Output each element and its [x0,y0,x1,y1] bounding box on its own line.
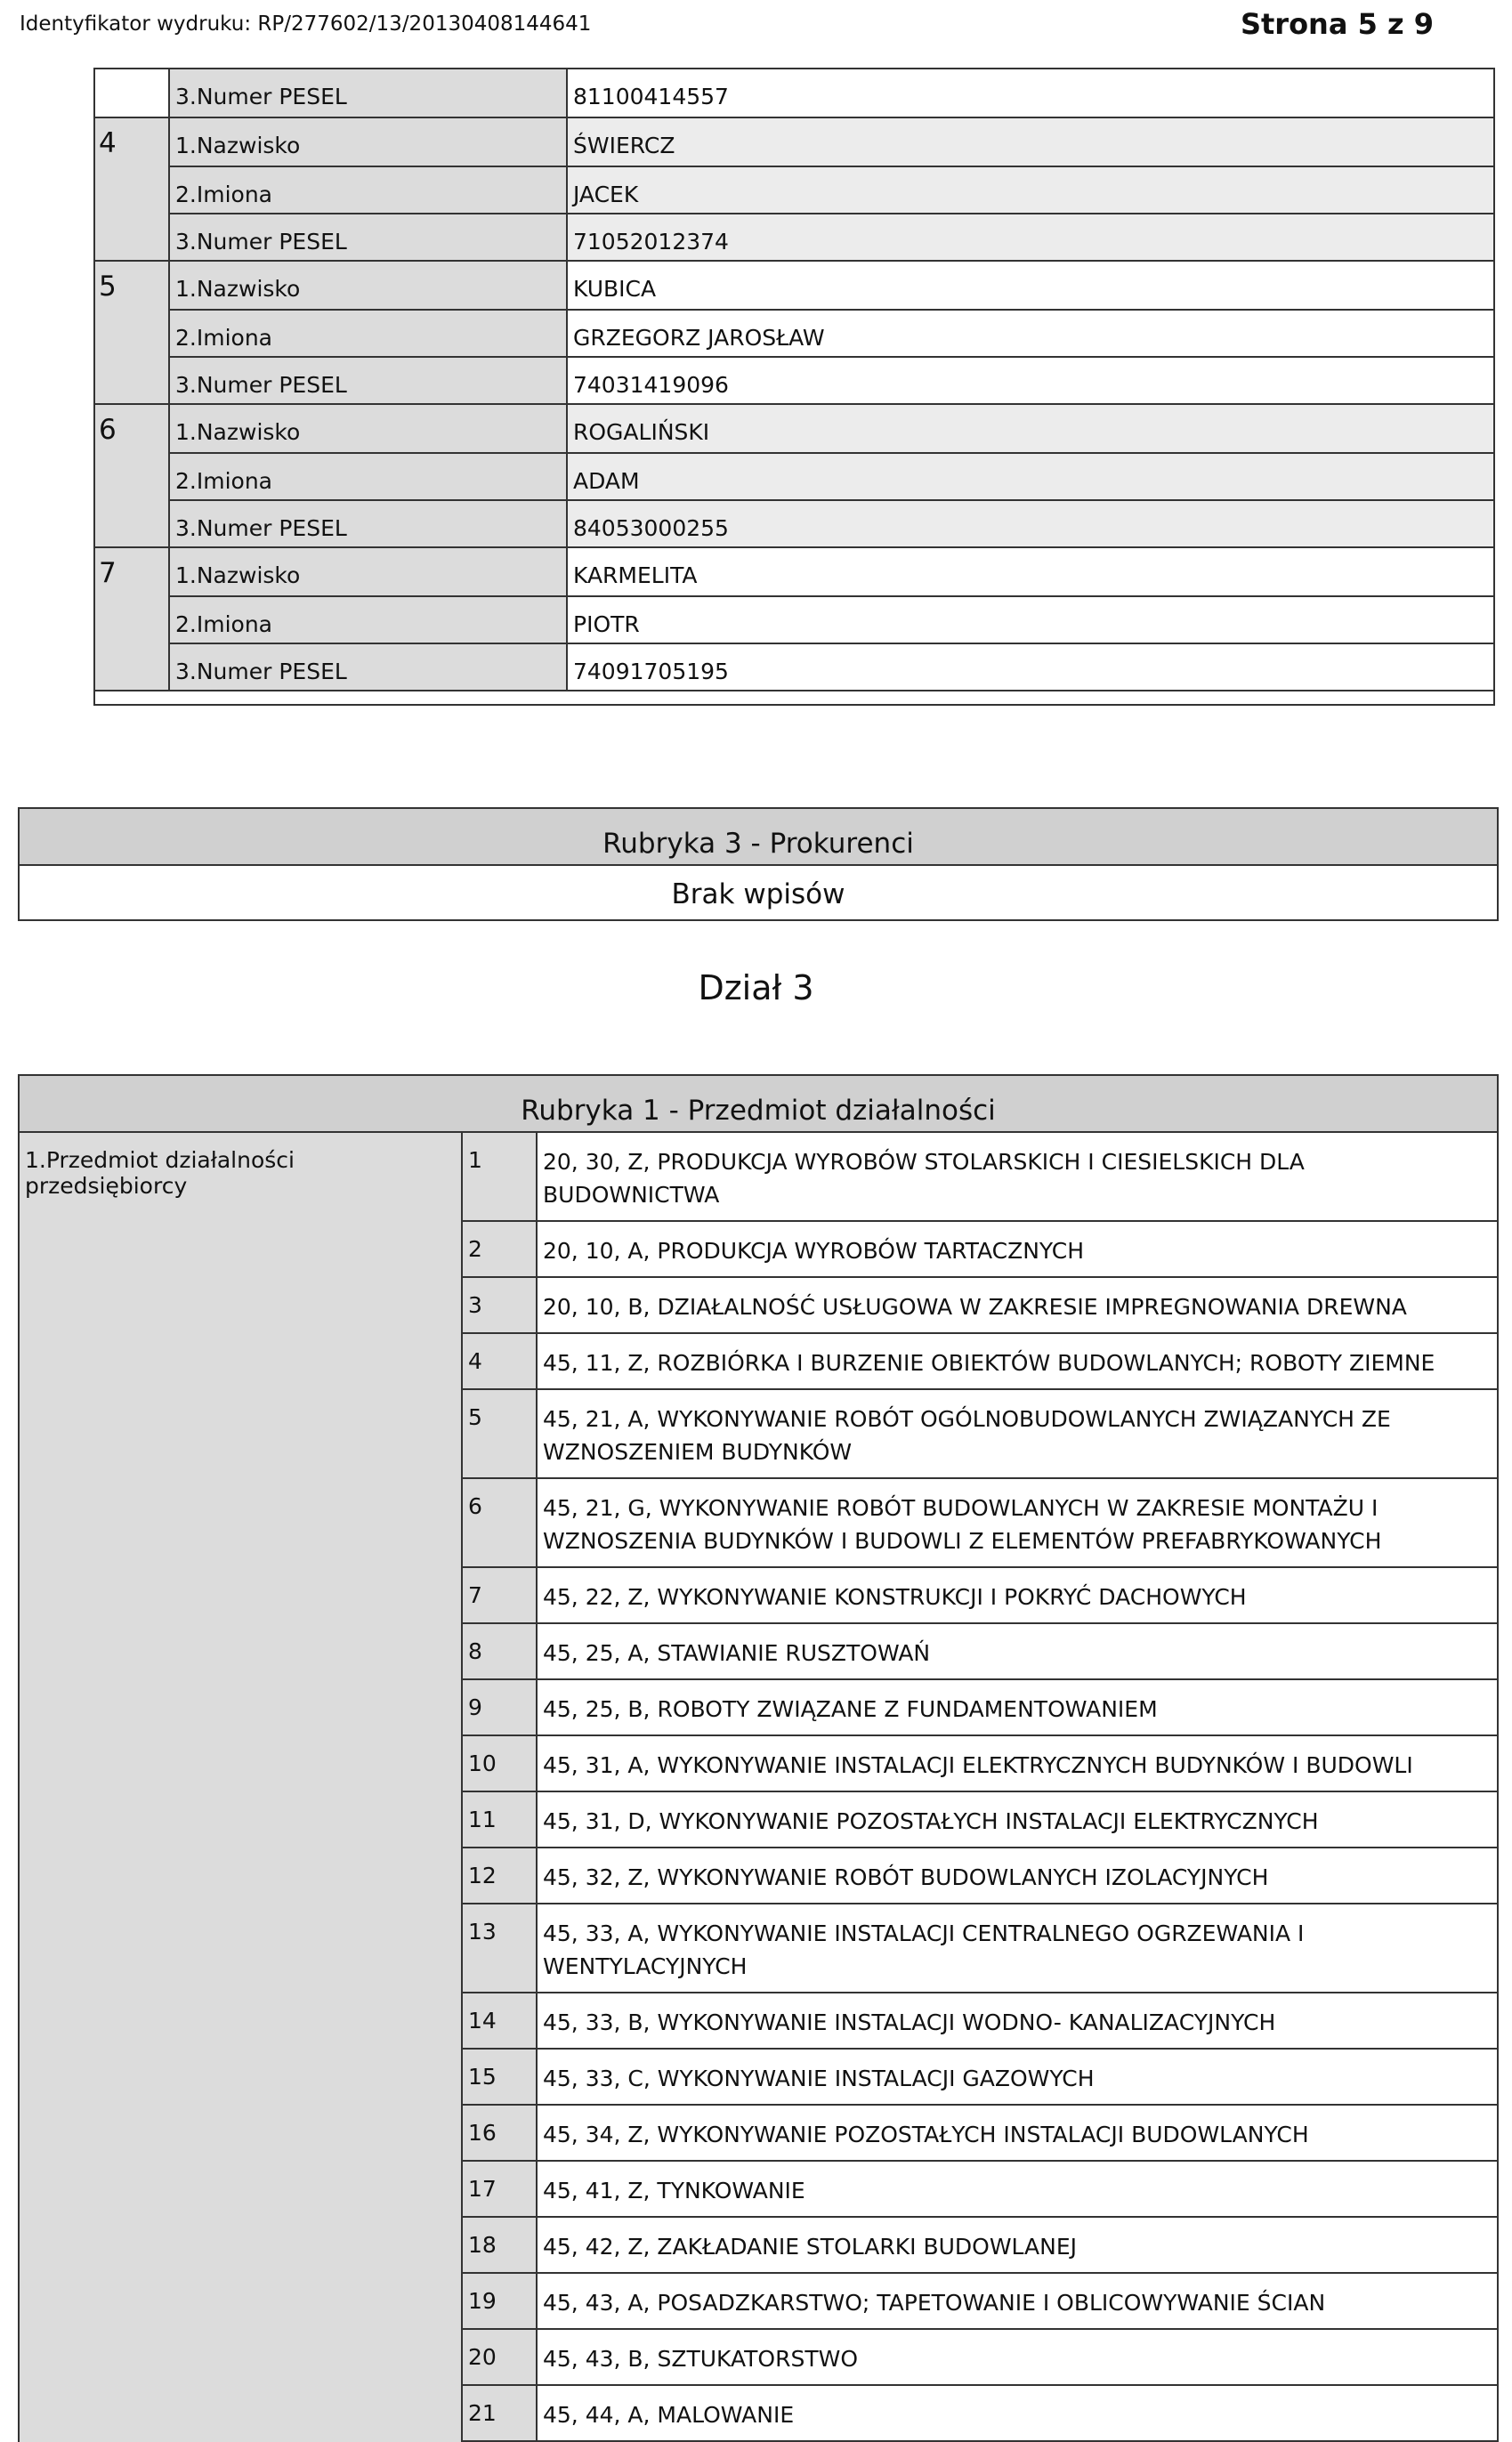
activity-text: 45, 21, A, WYKONYWANIE ROBÓT OGÓLNOBUDOWLANYCH ZWIĄZANYCH ZE WZNOSZENIEM BUDYNKÓW [543,1406,1391,1465]
activity-number: 17 [463,2162,538,2216]
table-row [168,166,1493,213]
row-value: PIOTR [573,611,640,637]
activity-row [463,1133,1497,1222]
row-value: ADAM [568,454,1493,499]
row-value: KARMELITA [573,562,698,588]
activity-number: 5 [463,1390,538,1477]
row-label: 3.Numer PESEL [170,358,568,403]
row-label: 3.Numer PESEL [170,214,568,260]
activity-number: 14 [463,1993,538,2048]
group-number: 4 [95,118,168,260]
row-value: KUBICA [573,276,657,302]
row-label: 1.Nazwisko [170,548,568,595]
activity-row [463,1680,1497,1736]
activity-row [463,2218,1497,2274]
section-header: Rubryka 3 - Prokurenci [20,809,1497,866]
person-group [93,403,1495,546]
table-row [168,499,1493,546]
row-label: 1.Nazwisko [170,118,568,166]
activity-number: 6 [463,1479,538,1566]
activity-number: 3 [463,1278,538,1332]
table-row [168,309,1493,356]
persons-table [93,68,1495,706]
activity-row [463,2386,1497,2442]
activity-text: 45, 43, B, SZTUKATORSTWO [543,2346,858,2372]
table-row [168,452,1493,499]
activity-number: 21 [463,2386,538,2440]
activity-row [463,1624,1497,1680]
activity-number: 12 [463,1848,538,1903]
row-label: 3.Numer PESEL [170,501,568,546]
rubryka-1-box [18,1074,1499,2442]
activity-text: 20, 10, B, DZIAŁALNOŚĆ USŁUGOWA W ZAKRESIE IMPREGNOWANIA DREWNA [543,1294,1407,1320]
activity-list [463,1133,1497,2442]
row-label: 1.Nazwisko [170,405,568,452]
row-value: 71052012374 [568,214,1493,260]
activity-text: 45, 33, C, WYKONYWANIE INSTALACJI GAZOWYCH [543,2066,1095,2091]
activity-number: 4 [463,1334,538,1388]
table-row [168,548,1493,595]
table-row [168,118,1493,166]
activity-text: 45, 32, Z, WYKONYWANIE ROBÓT BUDOWLANYCH IZOLACYJNYCH [543,1864,1269,1890]
row-value: GRZEGORZ JAROSŁAW [573,325,825,351]
activity-number: 15 [463,2050,538,2104]
activity-text: 45, 11, Z, ROZBIÓRKA I BURZENIE OBIEKTÓW BUDOWLANYCH; ROBOTY ZIEMNE [543,1350,1435,1376]
person-group [93,117,1495,260]
activity-number: 10 [463,1736,538,1791]
field-label: 1.Przedmiot działalności przedsiębiorcy [20,1133,463,2442]
table-row [168,356,1493,403]
activity-text: 20, 30, Z, PRODUKCJA WYROBÓW STOLARSKICH I CIESIELSKICH DLA BUDOWNICTWA [543,1149,1305,1208]
print-identifier: Identyfikator wydruku: RP/277602/13/20130408144641 [20,12,592,36]
activity-text: 45, 22, Z, WYKONYWANIE KONSTRUKCJI I POKRYĆ DACHOWYCH [543,1584,1247,1610]
group-number: 7 [95,548,168,690]
row-value: 74091705195 [573,659,729,684]
activity-row [463,1334,1497,1390]
row-label: 2.Imiona [170,311,568,356]
group-number [95,69,168,117]
activity-number: 7 [463,1568,538,1622]
activity-number: 13 [463,1904,538,1992]
activity-number: 1 [463,1133,538,1220]
activity-row [463,2162,1497,2218]
row-value: ŚWIERCZ [568,118,1493,166]
activity-row [463,1390,1497,1479]
activity-number: 19 [463,2274,538,2328]
person-group [93,546,1495,690]
activity-row [463,1848,1497,1904]
activity-row [463,2050,1497,2106]
activity-row [463,1792,1497,1848]
empty-notice: Brak wpisów [671,878,845,910]
activity-text: 45, 34, Z, WYKONYWANIE POZOSTAŁYCH INSTALACJI BUDOWLANYCH [543,2122,1309,2147]
activity-number: 8 [463,1624,538,1678]
activity-row [463,1993,1497,2050]
activity-row [463,1222,1497,1278]
activity-text: 45, 44, A, MALOWANIE [543,2402,795,2428]
activity-text: 20, 10, A, PRODUKCJA WYROBÓW TARTACZNYCH [543,1238,1085,1264]
table-row [168,643,1493,690]
activity-text: 45, 25, A, STAWIANIE RUSZTOWAŃ [543,1640,931,1666]
activity-row [463,1568,1497,1624]
activity-row [463,1736,1497,1792]
activity-row [463,1479,1497,1568]
row-label: 2.Imiona [170,167,568,213]
table-row [168,69,1493,117]
group-number: 5 [95,262,168,403]
activity-number: 11 [463,1792,538,1847]
group-number: 6 [95,405,168,546]
row-label: 3.Numer PESEL [170,69,568,117]
table-row [168,405,1493,452]
row-value: 84053000255 [568,501,1493,546]
table-row [168,262,1493,309]
row-label: 1.Nazwisko [170,262,568,309]
table-row [168,595,1493,643]
row-value: 81100414557 [573,84,729,109]
page-indicator: Strona 5 z 9 [1240,7,1434,41]
activity-text: 45, 31, A, WYKONYWANIE INSTALACJI ELEKTRYCZNYCH BUDYNKÓW I BUDOWLI [543,1752,1413,1778]
row-label: 3.Numer PESEL [170,644,568,690]
activity-row [463,2106,1497,2162]
person-group-lead [93,68,1495,117]
row-value: JACEK [568,167,1493,213]
activity-row [463,1904,1497,1993]
row-label: 2.Imiona [170,597,568,643]
activity-text: 45, 41, Z, TYNKOWANIE [543,2178,805,2203]
activity-row [463,2330,1497,2386]
activity-text: 45, 21, G, WYKONYWANIE ROBÓT BUDOWLANYCH W ZAKRESIE MONTAŻU I WZNOSZENIA BUDYNKÓW I BUDOWLI Z ELEMENTÓW PREFABRYKOWANYCH [543,1495,1382,1554]
activity-text: 45, 42, Z, ZAKŁADANIE STOLARKI BUDOWLANEJ [543,2234,1078,2260]
table-footer [93,690,1495,706]
rubryka-3-box [18,807,1499,921]
activity-text: 45, 43, A, POSADZKARSTWO; TAPETOWANIE I OBLICOWYWANIE ŚCIAN [543,2290,1326,2316]
person-group [93,260,1495,403]
activity-text: 45, 33, A, WYKONYWANIE INSTALACJI CENTRALNEGO OGRZEWANIA I WENTYLACYJNYCH [543,1920,1305,1979]
activity-number: 9 [463,1680,538,1734]
section-header: Rubryka 1 - Przedmiot działalności [20,1076,1497,1133]
table-row [168,213,1493,260]
activity-text: 45, 25, B, ROBOTY ZWIĄZANE Z FUNDAMENTOWANIEM [543,1696,1158,1722]
activity-number: 20 [463,2330,538,2384]
activity-row [463,1278,1497,1334]
row-value: 74031419096 [573,372,729,398]
activity-number: 16 [463,2106,538,2160]
activity-text: 45, 31, D, WYKONYWANIE POZOSTAŁYCH INSTALACJI ELEKTRYCZNYCH [543,1808,1319,1834]
section-title: Dział 3 [698,968,814,1007]
activity-text: 45, 33, B, WYKONYWANIE INSTALACJI WODNO- KANALIZACYJNYCH [543,2009,1276,2035]
activity-row [463,2274,1497,2330]
activity-number: 2 [463,1222,538,1276]
row-label: 2.Imiona [170,454,568,499]
activity-number: 18 [463,2218,538,2272]
row-value: ROGALIŃSKI [568,405,1493,452]
